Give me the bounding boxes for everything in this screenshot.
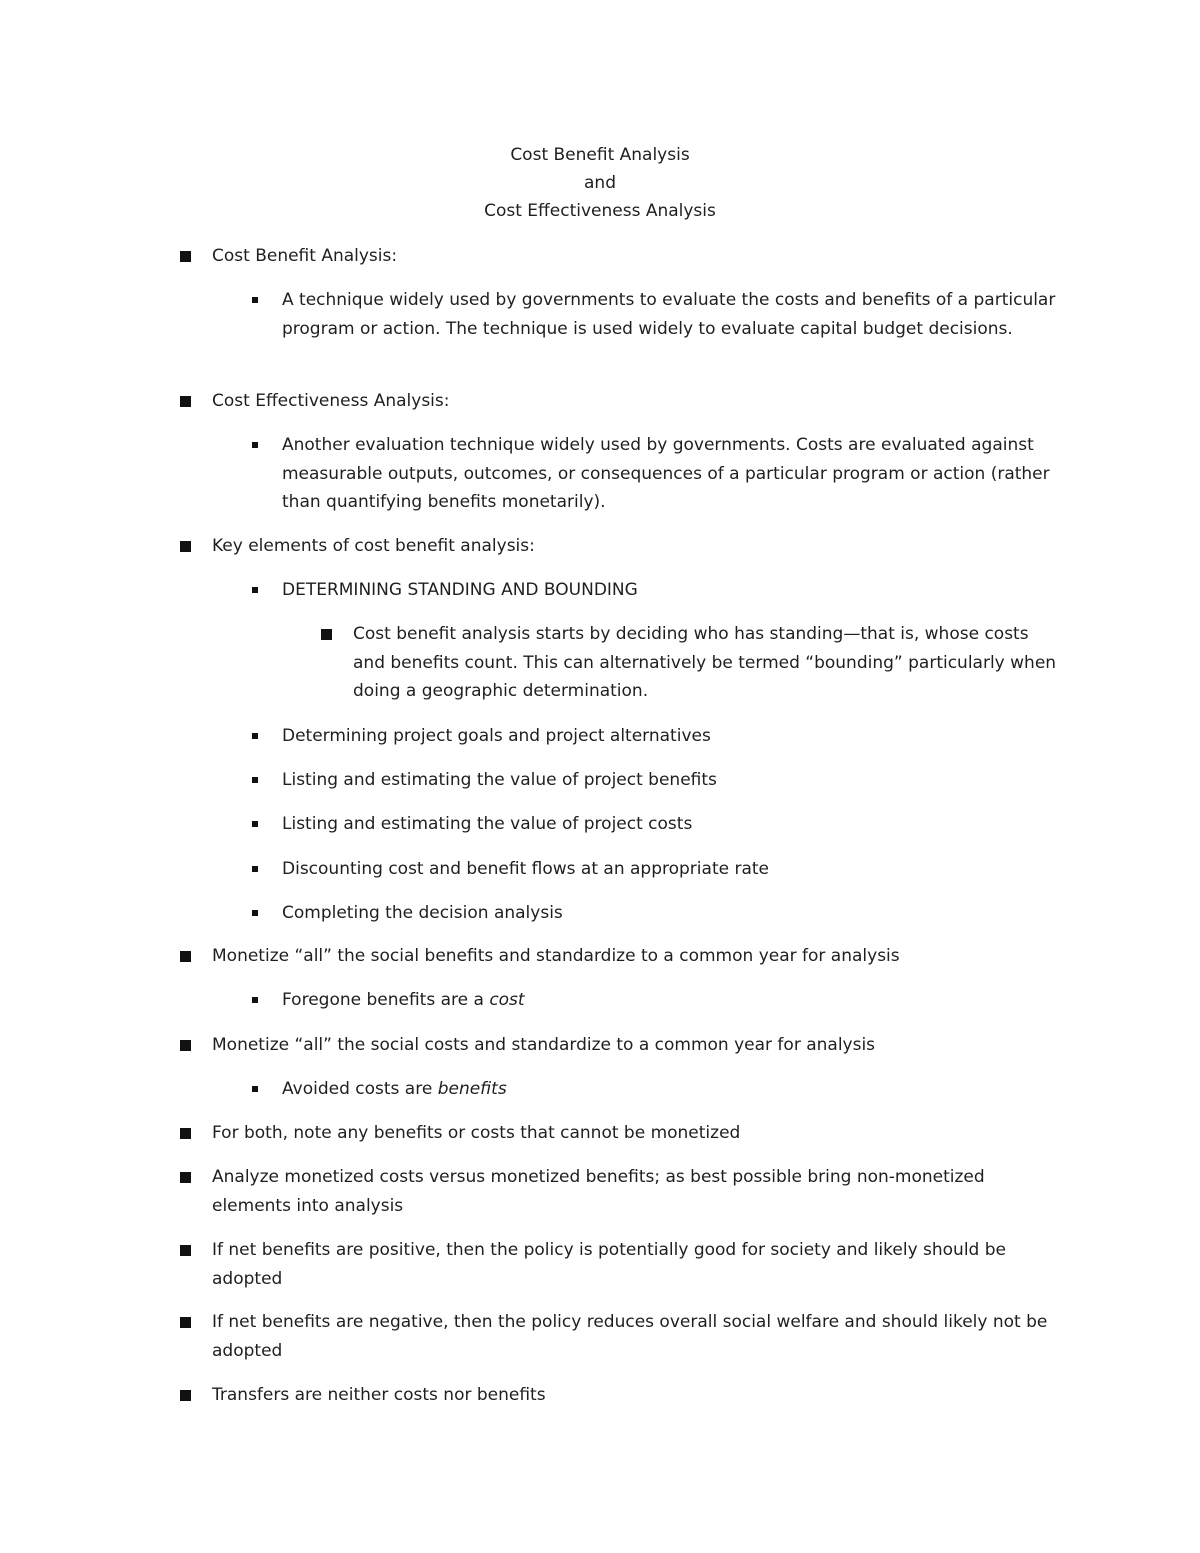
list-item-text: Transfers are neither costs nor benefits [212, 1385, 546, 1405]
list-item-text: Completing the decision analysis [282, 903, 563, 923]
list-item-text: Determining project goals and project alternatives [282, 726, 711, 746]
list-item-text: Cost Effectiveness Analysis: [212, 391, 450, 411]
list-item-text-emphasis: cost [489, 990, 525, 1010]
list-item-text-emphasis: benefits [437, 1079, 507, 1099]
list-item-text: If net benefits are positive, then the policy is potentially good for society and likely should be adopted [212, 1240, 1007, 1289]
list-item-text [282, 986, 1070, 1015]
list-item-text-prefix: Avoided costs are [282, 1079, 438, 1099]
list-item-text: Key elements of cost benefit analysis: [212, 536, 535, 556]
list-item-text: If net benefits are negative, then the policy reduces overall social welfare and should likely not be adopted [212, 1312, 1048, 1361]
list-item-text: Another evaluation technique widely used by governments. Costs are evaluated against measurable outputs, outcomes, or consequences of a particular program or action (rather than quantifying benefits monetarily). [282, 435, 1050, 512]
list-item-text-prefix: Foregone benefits are a [282, 990, 490, 1010]
list-item-text: Monetize “all” the social benefits and standardize to a common year for analysis [212, 946, 900, 966]
list-item-text: Monetize “all” the social costs and standardize to a common year for analysis [212, 1035, 876, 1055]
list-item-text: Listing and estimating the value of project benefits [282, 770, 717, 790]
list-item-text: DETERMINING STANDING AND BOUNDING [282, 580, 638, 600]
list-item-text: Cost benefit analysis starts by deciding who has standing—that is, whose costs and benefits count. This can alternatively be termed “bounding” particularly when doing a geographic determination. [353, 624, 1057, 701]
list-item-text: For both, note any benefits or costs that cannot be monetized [212, 1123, 741, 1143]
document-title-line-2: and [584, 173, 616, 193]
list-item-text: Analyze monetized costs versus monetized benefits; as best possible bring non-monetized elements into analysis [212, 1167, 985, 1216]
list-item-text: Listing and estimating the value of project costs [282, 814, 693, 834]
list-item-text [282, 1075, 1070, 1104]
list-item-text: Cost Benefit Analysis: [212, 246, 398, 266]
document-title-line-1: Cost Benefit Analysis [510, 145, 690, 165]
list-item-text: Discounting cost and benefit flows at an appropriate rate [282, 859, 769, 879]
document-title-line-3: Cost Effectiveness Analysis [484, 201, 716, 221]
list-item-text: A technique widely used by governments to evaluate the costs and benefits of a particular program or action. The technique is used widely to evaluate capital budget decisions. [282, 290, 1056, 339]
